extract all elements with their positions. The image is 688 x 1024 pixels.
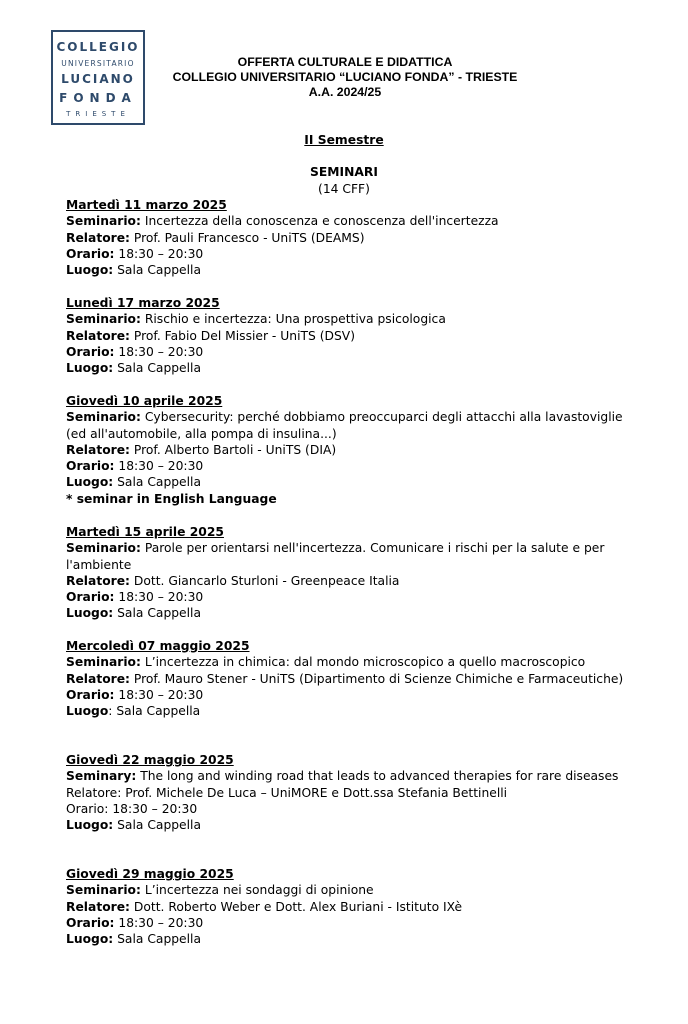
seminar-date: Giovedì 29 maggio 2025 (66, 867, 234, 881)
speaker-label: Relatore: (66, 573, 130, 588)
speaker-line (66, 671, 626, 687)
time-line (66, 687, 626, 703)
speaker-name: Prof. Alberto Bartoli - UniTS (DIA) (129, 442, 337, 457)
seminar-date: Mercoledì 07 maggio 2025 (66, 639, 250, 653)
time-value: 18:30 – 20:30 (114, 459, 204, 474)
speaker-name: Relatore: Prof. Michele De Luca – UniMORE e Dott.ssa Stefania Bettinelli (66, 785, 508, 800)
speaker-line (66, 328, 626, 344)
time-label: Orario: (66, 344, 115, 359)
header-academic-year: A.A. 2024/25 (308, 85, 382, 99)
speaker-label: Relatore: (66, 328, 130, 343)
seminar-title-line (66, 654, 626, 670)
time-line (66, 801, 626, 817)
seminar-title-line (66, 311, 626, 327)
seminar-date: Martedì 15 aprile 2025 (66, 525, 224, 539)
seminar-date: Martedì 11 marzo 2025 (66, 198, 227, 212)
speaker-label: Relatore: (66, 442, 130, 457)
section-title: SEMINARI (310, 165, 378, 179)
seminar-title-line (66, 213, 626, 229)
place-value: Sala Cappella (113, 932, 201, 947)
time-line (66, 589, 626, 605)
place-value: Sala Cappella (113, 818, 201, 833)
header-title: OFFERTA CULTURALE E DIDATTICA (237, 55, 453, 69)
seminar-entry (66, 393, 626, 507)
seminar-title: Parole per orientarsi nell'incertezza. Comunicare i rischi per la salute e per l'ambiente (66, 541, 605, 572)
seminar-label: Seminario: (66, 883, 141, 898)
speaker-line (66, 899, 626, 915)
speaker-line (66, 230, 626, 246)
seminar-title-line (66, 882, 626, 898)
language-note: * seminar in English Language (66, 491, 277, 506)
place-line (66, 474, 626, 490)
seminar-title-line (66, 768, 626, 784)
time-label: Orario: (66, 915, 115, 930)
time-value: 18:30 – 20:30 (114, 344, 204, 359)
speaker-line (66, 573, 626, 589)
seminar-entry (66, 866, 626, 947)
seminar-label: Seminary: (66, 769, 137, 784)
place-value: Sala Cappella (113, 361, 201, 376)
seminar-title: Incertezza della conoscenza e conoscenza dell'incertezza (140, 214, 499, 229)
place-label: Luogo: (66, 361, 114, 376)
seminar-label: Seminario: (66, 410, 141, 425)
seminar-date: Lunedì 17 marzo 2025 (66, 296, 220, 310)
speaker-label: Relatore: (66, 230, 130, 245)
time-value: Orario: 18:30 – 20:30 (66, 801, 198, 816)
seminar-entry (66, 295, 626, 376)
time-label: Orario: (66, 246, 115, 261)
time-value: 18:30 – 20:30 (114, 246, 204, 261)
place-label: Luogo: (66, 606, 114, 621)
seminar-label: Seminario: (66, 214, 141, 229)
place-label: Luogo: (66, 818, 114, 833)
time-value: 18:30 – 20:30 (114, 687, 204, 702)
place-value: : Sala Cappella (108, 704, 201, 719)
seminar-label: Seminario: (66, 312, 141, 327)
seminar-title: L’incertezza in chimica: dal mondo microscopico a quello macroscopico (140, 655, 586, 670)
seminar-entry (66, 524, 626, 622)
college-logo (51, 30, 145, 125)
seminar-entry (66, 197, 626, 278)
place-value: Sala Cappella (113, 263, 201, 278)
seminar-title: L’incertezza nei sondaggi di opinione (140, 883, 374, 898)
time-value: 18:30 – 20:30 (114, 590, 204, 605)
section-credits: (14 CFF) (318, 182, 370, 196)
seminar-date: Giovedì 22 maggio 2025 (66, 753, 234, 767)
logo-line-1: COLLEGIO (56, 40, 140, 54)
speaker-label: Relatore: (66, 671, 130, 686)
document-header (150, 55, 540, 100)
speaker-line (66, 442, 626, 458)
time-line (66, 458, 626, 474)
time-line (66, 246, 626, 262)
seminar-title-line (66, 540, 626, 573)
seminar-entry (66, 638, 626, 719)
speaker-name: Prof. Fabio Del Missier - UniTS (DSV) (129, 328, 355, 343)
seminar-entry (66, 752, 626, 833)
time-label: Orario: (66, 590, 115, 605)
seminar-label: Seminario: (66, 655, 141, 670)
speaker-name: Prof. Mauro Stener - UniTS (Dipartimento di Scienze Chimiche e Farmaceutiche) (129, 671, 624, 686)
logo-line-4: FONDA (59, 91, 137, 105)
semester-heading: II Semestre (304, 133, 384, 147)
logo-line-3: LUCIANO (61, 72, 135, 86)
seminar-title: The long and winding road that leads to advanced therapies for rare diseases (136, 769, 619, 784)
place-line (66, 817, 626, 833)
time-line (66, 344, 626, 360)
time-label: Orario: (66, 687, 115, 702)
header-institution: COLLEGIO UNIVERSITARIO “LUCIANO FONDA” - TRIESTE (172, 70, 518, 84)
speaker-name: Prof. Pauli Francesco - UniTS (DEAMS) (129, 230, 365, 245)
time-line (66, 915, 626, 931)
place-line (66, 931, 626, 947)
logo-line-2: UNIVERSITARIO (61, 59, 135, 68)
place-label: Luogo: (66, 263, 114, 278)
place-value: Sala Cappella (113, 475, 201, 490)
place-line (66, 262, 626, 278)
seminar-label: Seminario: (66, 541, 141, 556)
place-value: Sala Cappella (113, 606, 201, 621)
time-value: 18:30 – 20:30 (114, 915, 204, 930)
logo-line-5: TRIESTE (66, 110, 130, 118)
place-label: Luogo: (66, 932, 114, 947)
seminar-title-line (66, 409, 626, 442)
seminar-title: Cybersecurity: perché dobbiamo preoccuparci degli attacchi alla lavastoviglie (ed all'automobile, alla pompa di insulina...) (66, 410, 623, 441)
speaker-line (66, 785, 626, 801)
seminar-date: Giovedì 10 aprile 2025 (66, 394, 223, 408)
speaker-name: Dott. Roberto Weber e Dott. Alex Buriani - Istituto IXè (129, 899, 463, 914)
place-line (66, 605, 626, 621)
seminar-title: Rischio e incertezza: Una prospettiva psicologica (140, 312, 446, 327)
time-label: Orario: (66, 459, 115, 474)
speaker-name: Dott. Giancarlo Sturloni - Greenpeace Italia (129, 573, 400, 588)
place-label: Luogo (66, 704, 109, 719)
speaker-label: Relatore: (66, 899, 130, 914)
place-line (66, 703, 626, 719)
place-label: Luogo: (66, 475, 114, 490)
place-line (66, 360, 626, 376)
